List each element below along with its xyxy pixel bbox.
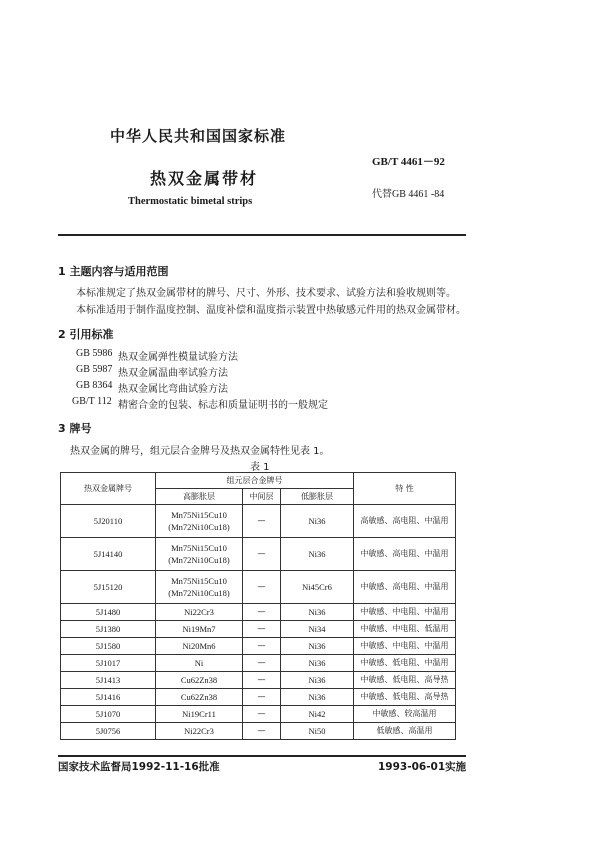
header-divider [58, 234, 466, 236]
cell-low-expansion: Ni34 [281, 621, 354, 638]
header-high-expansion: 高膨胀层 [156, 489, 243, 505]
cell-low-expansion: Ni36 [281, 689, 354, 706]
header-component-alloys: 组元层合金牌号 [156, 473, 354, 489]
cell-grade: 5J14140 [61, 538, 156, 571]
cell-high-expansion: Ni19Cr11 [156, 706, 243, 723]
cell-high-expansion: Ni [156, 655, 243, 672]
cell-middle-layer: — [243, 723, 281, 740]
header-low-expansion: 低膨胀层 [281, 489, 354, 505]
cell-middle-layer: — [243, 505, 281, 538]
footer-divider [58, 755, 466, 757]
cell-low-expansion: Ni36 [281, 638, 354, 655]
reference-title: 精密合金的包装、标志和质量证明书的一般规定 [118, 400, 328, 411]
cell-grade: 5J1480 [61, 604, 156, 621]
table-row [61, 655, 456, 672]
cell-property: 中敏感、中电阻、中温用 [354, 604, 456, 621]
cell-property: 中敏感、低电阻、高导热 [354, 689, 456, 706]
national-standard-heading: 中华人民共和国国家标准 [110, 127, 287, 145]
section-1-paragraph-1: 本标准规定了热双金属带材的牌号、尺寸、外形、技术要求、试验方法和验收规则等。 [76, 288, 456, 299]
cell-middle-layer: — [243, 604, 281, 621]
cell-grade: 5J20110 [61, 505, 156, 538]
cell-grade: 5J1580 [61, 638, 156, 655]
cell-middle-layer: — [243, 621, 281, 638]
section-1-heading: 1 主题内容与适用范围 [58, 265, 169, 278]
implementation-date: 1993-06-01实施 [378, 761, 467, 773]
cell-low-expansion: Ni36 [281, 672, 354, 689]
cell-grade: 5J15120 [61, 571, 156, 604]
cell-high-expansion: Ni22Cr3 [156, 604, 243, 621]
cell-high-expansion: Mn75Ni15Cu10 (Mn72Ni10Cu18) [156, 505, 243, 538]
cell-property: 低敏感、高温用 [354, 723, 456, 740]
header-grade: 热双金属牌号 [61, 473, 156, 505]
cell-property: 中敏感、低电阻、中温用 [354, 655, 456, 672]
table-row [61, 505, 456, 538]
reference-code: GB 8364 [76, 380, 113, 391]
approval-note: 国家技术监督局1992-11-16批准 [58, 761, 220, 773]
cell-high-expansion: Ni20Mn6 [156, 638, 243, 655]
cell-middle-layer: — [243, 571, 281, 604]
header-middle-layer: 中间层 [243, 489, 281, 505]
cell-middle-layer: — [243, 638, 281, 655]
reference-title: 热双金属温曲率试验方法 [118, 368, 228, 379]
cell-middle-layer: — [243, 655, 281, 672]
table-row [61, 689, 456, 706]
section-3-heading: 3 牌号 [58, 422, 92, 435]
reference-title: 热双金属比弯曲试验方法 [118, 384, 228, 395]
table-row [61, 604, 456, 621]
table-row [61, 538, 456, 571]
cell-low-expansion: Ni50 [281, 723, 354, 740]
cell-grade: 5J1413 [61, 672, 156, 689]
standard-code: GB/T 4461－92 [372, 156, 445, 168]
table-caption: 表 1 [250, 462, 270, 473]
reference-code: GB/T 112 [72, 396, 112, 407]
cell-low-expansion: Ni42 [281, 706, 354, 723]
cell-grade: 5J1380 [61, 621, 156, 638]
table-row [61, 621, 456, 638]
section-3-paragraph: 热双金属的牌号，组元层合金牌号及热双金属特性见表 1。 [70, 446, 330, 457]
table-row [61, 638, 456, 655]
cell-property: 中敏感、高电阻、中温用 [354, 571, 456, 604]
cell-property: 中敏感、高电阻、中温用 [354, 538, 456, 571]
cell-middle-layer: — [243, 689, 281, 706]
cell-high-expansion: Mn75Ni15Cu10 (Mn72Ni10Cu18) [156, 571, 243, 604]
cell-low-expansion: Ni36 [281, 604, 354, 621]
cell-high-expansion: Ni22Cr3 [156, 723, 243, 740]
reference-code: GB 5987 [76, 364, 113, 375]
table-1 [60, 472, 456, 740]
cell-low-expansion: Ni36 [281, 505, 354, 538]
cell-property: 中敏感、中电阻、低温用 [354, 621, 456, 638]
cell-grade: 5J1017 [61, 655, 156, 672]
cell-property: 高敏感、高电阻、中温用 [354, 505, 456, 538]
cell-property: 中敏感、低电阻、高导热 [354, 672, 456, 689]
reference-code: GB 5986 [76, 348, 113, 359]
section-2-heading: 2 引用标准 [58, 328, 114, 341]
replaces-note: 代替GB 4461 -84 [372, 189, 445, 200]
cell-property: 中敏感、较高温用 [354, 706, 456, 723]
header-property: 特 性 [354, 473, 456, 505]
cell-high-expansion: Cu62Zn38 [156, 672, 243, 689]
cell-low-expansion: Ni45Cr6 [281, 571, 354, 604]
cell-low-expansion: Ni36 [281, 538, 354, 571]
cell-grade: 5J1416 [61, 689, 156, 706]
cell-high-expansion: Ni19Mn7 [156, 621, 243, 638]
cell-property: 中敏感、中电阻、中温用 [354, 638, 456, 655]
table-row [61, 706, 456, 723]
cell-grade: 5J1070 [61, 706, 156, 723]
table-row [61, 723, 456, 740]
section-1-paragraph-2: 本标准适用于制作温度控制、温度补偿和温度指示装置中热敏感元件用的热双金属带材。 [76, 305, 466, 316]
document-title: 热双金属带材 [150, 169, 259, 188]
cell-middle-layer: — [243, 706, 281, 723]
table-row [61, 672, 456, 689]
cell-middle-layer: — [243, 538, 281, 571]
cell-high-expansion: Cu62Zn38 [156, 689, 243, 706]
cell-middle-layer: — [243, 672, 281, 689]
cell-grade: 5J0756 [61, 723, 156, 740]
table-row [61, 571, 456, 604]
reference-title: 热双金属弹性模量试验方法 [118, 352, 238, 363]
cell-high-expansion: Mn75Ni15Cu10 (Mn72Ni10Cu18) [156, 538, 243, 571]
document-title-english: Thermostatic bimetal strips [128, 196, 253, 207]
cell-low-expansion: Ni36 [281, 655, 354, 672]
